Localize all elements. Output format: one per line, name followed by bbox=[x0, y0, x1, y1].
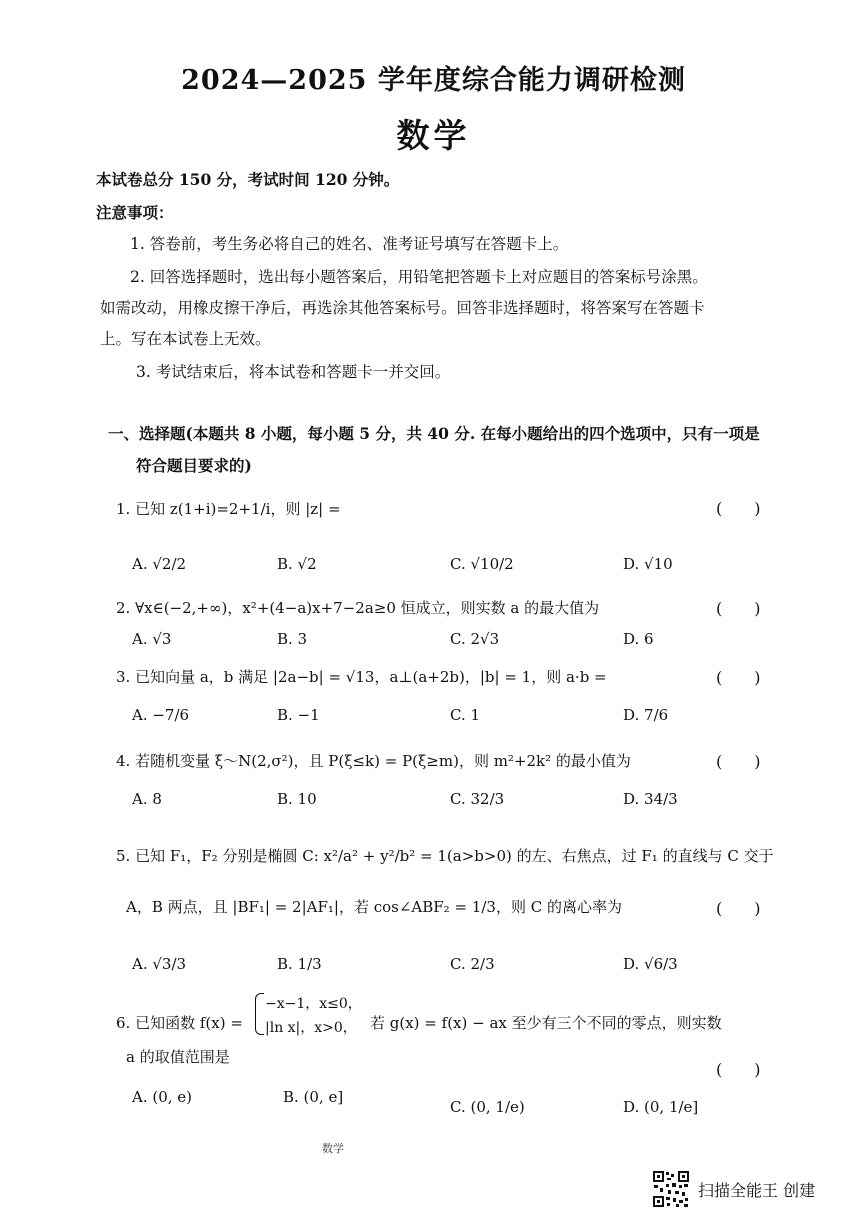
note-2-line-1: 2. 回答选择题时，选出每小题答案后，用铅笔把答题卡上对应题目的答案标号涂黑。 bbox=[130, 268, 708, 286]
scanner-text: 扫描全能王 创建 bbox=[698, 1180, 816, 1200]
note-2-line-2: 如需改动，用橡皮擦干净后，再选涂其他答案标号。回答非选择题时，将答案写在答题卡 bbox=[100, 299, 705, 317]
question-3-stem: 3. 已知向量 a，b 满足 |2a−b| = √13，a⊥(a+2b)，|b| = 1，则 a·b = bbox=[116, 668, 607, 686]
q4-option-c: C. 32/3 bbox=[450, 790, 505, 808]
piecewise-case-2: |ln x|，x>0， bbox=[265, 1020, 357, 1036]
exam-title: 2024—2025 学年度综合能力调研检测 bbox=[181, 65, 686, 96]
qr-code-icon bbox=[652, 1170, 690, 1208]
section-heading: 一、选择题(本题共 8 小题，每小题 5 分，共 40 分. 在每小题给出的四个选项中，只有一项是 bbox=[108, 424, 760, 443]
q5-option-b: B. 1/3 bbox=[277, 955, 322, 973]
section-heading-cont: 符合题目要求的) bbox=[136, 456, 252, 475]
piecewise-brace bbox=[255, 993, 264, 1035]
note-3: 3. 考试结束后，将本试卷和答题卡一并交回。 bbox=[136, 363, 451, 381]
question-6-stem-head: 6. 已知函数 f(x) = bbox=[116, 1014, 243, 1032]
q4-option-d: D. 34/3 bbox=[623, 790, 678, 808]
q3-option-c: C. 1 bbox=[450, 706, 481, 724]
page-label: 数学 bbox=[322, 1142, 344, 1155]
piecewise-case-1: −x−1，x≤0， bbox=[265, 996, 362, 1012]
notes-label: 注意事项： bbox=[96, 203, 174, 222]
answer-paren-5: ( ) bbox=[716, 899, 761, 918]
answer-paren-3: ( ) bbox=[716, 668, 761, 687]
q6-option-b: B. (0, e] bbox=[283, 1088, 344, 1106]
q3-option-a: A. −7/6 bbox=[132, 706, 190, 724]
q1-option-c: C. √10/2 bbox=[450, 555, 514, 573]
q1-option-a: A. √2/2 bbox=[132, 555, 187, 573]
question-4-stem: 4. 若随机变量 ξ～N(2,σ²)，且 P(ξ≤k) = P(ξ≥m)，则 m²+2k² 的最小值为 bbox=[116, 752, 631, 770]
q4-option-a: A. 8 bbox=[132, 790, 162, 808]
q4-option-b: B. 10 bbox=[277, 790, 317, 808]
q3-option-d: D. 7/6 bbox=[623, 706, 669, 724]
q5-option-c: C. 2/3 bbox=[450, 955, 495, 973]
note-2-line-3: 上。写在本试卷上无效。 bbox=[100, 330, 271, 348]
q1-option-d: D. √10 bbox=[623, 555, 673, 573]
q2-option-a: A. √3 bbox=[132, 630, 172, 648]
question-2-stem: 2. ∀x∈(−2,+∞)，x²+(4−a)x+7−2a≥0 恒成立，则实数 a 的最大值为 bbox=[116, 599, 600, 617]
answer-paren-2: ( ) bbox=[716, 599, 761, 618]
score-line: 本试卷总分 150 分，考试时间 120 分钟。 bbox=[96, 170, 400, 189]
question-6-stem-tail: 若 g(x) = f(x) − ax 至少有三个不同的零点，则实数 bbox=[370, 1014, 722, 1032]
question-5-stem-cont: A，B 两点，且 |BF₁| = 2|AF₁|，若 cos∠ABF₂ = 1/3，则 C 的离心率为 bbox=[126, 898, 622, 916]
answer-paren-1: ( ) bbox=[716, 499, 761, 518]
answer-paren-4: ( ) bbox=[716, 752, 761, 771]
question-6-stem-cont: a 的取值范围是 bbox=[126, 1048, 230, 1066]
subject-title: 数学 bbox=[396, 116, 471, 155]
q1-option-b: B. √2 bbox=[277, 555, 317, 573]
answer-paren-6: ( ) bbox=[716, 1060, 761, 1079]
q6-option-c: C. (0, 1/e) bbox=[450, 1098, 525, 1116]
q2-option-c: C. 2√3 bbox=[450, 630, 500, 648]
note-1: 1. 答卷前，考生务必将自己的姓名、准考证号填写在答题卡上。 bbox=[130, 235, 569, 253]
question-5-stem: 5. 已知 F₁，F₂ 分别是椭圆 C: x²/a² + y²/b² = 1(a>b>0) 的左、右焦点，过 F₁ 的直线与 C 交于 bbox=[116, 847, 774, 865]
q6-option-a: A. (0, e) bbox=[132, 1088, 193, 1106]
q3-option-b: B. −1 bbox=[277, 706, 320, 724]
question-1-stem: 1. 已知 z(1+i)=2+1/i，则 |z| = bbox=[116, 500, 341, 518]
scanner-watermark bbox=[652, 1170, 815, 1208]
q5-option-d: D. √6/3 bbox=[623, 955, 678, 973]
q5-option-a: A. √3/3 bbox=[132, 955, 187, 973]
q2-option-b: B. 3 bbox=[277, 630, 308, 648]
q2-option-d: D. 6 bbox=[623, 630, 654, 648]
q6-option-d: D. (0, 1/e] bbox=[623, 1098, 699, 1116]
